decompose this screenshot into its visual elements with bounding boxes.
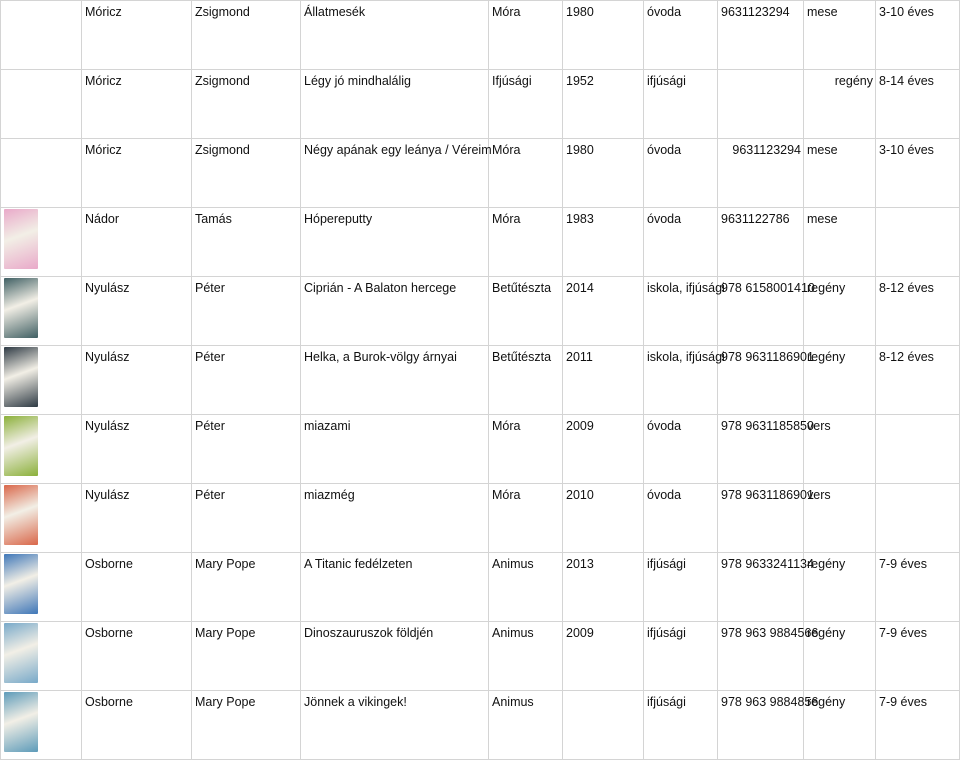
cell-title: Négy apának egy leánya / Véreim: [301, 139, 489, 208]
cell-last: Móricz: [82, 70, 192, 139]
cell-year: 2009: [563, 415, 644, 484]
cell-first: Zsigmond: [192, 1, 301, 70]
cell-first: Zsigmond: [192, 139, 301, 208]
cover-cell: [1, 208, 82, 277]
cell-isbn: 978 963 9884856: [718, 691, 804, 760]
cell-age: 3-10 éves: [876, 1, 960, 70]
cell-first: Mary Pope: [192, 553, 301, 622]
cell-level: óvoda: [644, 208, 718, 277]
book-cover-image: [4, 623, 38, 683]
cover-cell: [1, 484, 82, 553]
cell-isbn: 978 9631185850: [718, 415, 804, 484]
cover-cell: [1, 346, 82, 415]
cell-title: A Titanic fedélzeten: [301, 553, 489, 622]
table-row: [1, 484, 960, 553]
book-rows: [1, 1, 960, 760]
cell-age: [876, 415, 960, 484]
cell-year: 1980: [563, 139, 644, 208]
table-row: [1, 415, 960, 484]
cell-year: 2009: [563, 622, 644, 691]
book-cover-image: [4, 485, 38, 545]
cell-publisher: Animus: [489, 622, 563, 691]
cover-cell: [1, 1, 82, 70]
table-row: [1, 691, 960, 760]
cell-isbn: 978 963 9884566: [718, 622, 804, 691]
cover-cell: [1, 622, 82, 691]
cell-genre: vers: [804, 415, 876, 484]
cell-age: 7-9 éves: [876, 691, 960, 760]
cell-level: ifjúsági: [644, 553, 718, 622]
cell-last: Osborne: [82, 691, 192, 760]
cell-first: Zsigmond: [192, 70, 301, 139]
cell-first: Tamás: [192, 208, 301, 277]
cell-year: [563, 691, 644, 760]
cell-isbn: [718, 70, 804, 139]
cell-genre: regény: [804, 70, 876, 139]
cell-title: Állatmesék: [301, 1, 489, 70]
cover-cell: [1, 691, 82, 760]
cell-year: 2011: [563, 346, 644, 415]
cell-genre: mese: [804, 139, 876, 208]
cover-cell: [1, 139, 82, 208]
table-row: [1, 346, 960, 415]
cell-year: 1983: [563, 208, 644, 277]
cell-genre: mese: [804, 208, 876, 277]
cell-title: miazami: [301, 415, 489, 484]
cell-age: 3-10 éves: [876, 139, 960, 208]
cell-title: Dinoszauruszok földjén: [301, 622, 489, 691]
cell-last: Nyulász: [82, 346, 192, 415]
cell-publisher: Betűtészta: [489, 277, 563, 346]
cell-last: Osborne: [82, 553, 192, 622]
cell-level: ifjúsági: [644, 622, 718, 691]
cell-isbn: 9631123294: [718, 139, 804, 208]
cell-publisher: Móra: [489, 1, 563, 70]
cell-genre: vers: [804, 484, 876, 553]
cell-publisher: Ifjúsági: [489, 70, 563, 139]
cell-age: [876, 484, 960, 553]
cell-year: 2013: [563, 553, 644, 622]
cell-title: Helka, a Burok-völgy árnyai: [301, 346, 489, 415]
cell-isbn: 9631122786: [718, 208, 804, 277]
cell-level: óvoda: [644, 415, 718, 484]
cell-first: Mary Pope: [192, 691, 301, 760]
cell-isbn: 978 6158001410: [718, 277, 804, 346]
book-cover-image: [4, 692, 38, 752]
cell-genre: mese: [804, 1, 876, 70]
cell-year: 2014: [563, 277, 644, 346]
cover-cell: [1, 415, 82, 484]
cell-genre: regény: [804, 622, 876, 691]
cell-last: Nádor: [82, 208, 192, 277]
table-row: [1, 70, 960, 139]
cell-publisher: Móra: [489, 484, 563, 553]
cell-isbn: 978 9631186901: [718, 484, 804, 553]
table-row: [1, 277, 960, 346]
cell-title: Jönnek a vikingek!: [301, 691, 489, 760]
cell-genre: regény: [804, 346, 876, 415]
cell-title: Ciprián - A Balaton hercege: [301, 277, 489, 346]
cell-publisher: Móra: [489, 139, 563, 208]
cell-publisher: Móra: [489, 415, 563, 484]
cell-genre: regény: [804, 553, 876, 622]
cell-age: 8-14 éves: [876, 70, 960, 139]
cell-last: Osborne: [82, 622, 192, 691]
cell-isbn: 978 9633241134: [718, 553, 804, 622]
cell-level: ifjúsági: [644, 691, 718, 760]
cell-year: 2010: [563, 484, 644, 553]
cell-age: 8-12 éves: [876, 346, 960, 415]
cell-first: Péter: [192, 277, 301, 346]
cell-publisher: Betűtészta: [489, 346, 563, 415]
cell-title: miazmég: [301, 484, 489, 553]
book-cover-image: [4, 209, 38, 269]
book-cover-image: [4, 347, 38, 407]
cell-last: Móricz: [82, 139, 192, 208]
cell-age: 8-12 éves: [876, 277, 960, 346]
cell-first: Péter: [192, 484, 301, 553]
cell-last: Nyulász: [82, 484, 192, 553]
table-row: [1, 553, 960, 622]
cover-cell: [1, 553, 82, 622]
cell-publisher: Móra: [489, 208, 563, 277]
cell-first: Péter: [192, 346, 301, 415]
table-row: [1, 208, 960, 277]
cell-age: 7-9 éves: [876, 553, 960, 622]
cover-cell: [1, 277, 82, 346]
cell-year: 1980: [563, 1, 644, 70]
cell-title: Hópereputty: [301, 208, 489, 277]
cell-genre: regény: [804, 691, 876, 760]
cell-isbn: 9631123294: [718, 1, 804, 70]
cell-level: iskola, ifjúsági: [644, 277, 718, 346]
cell-year: 1952: [563, 70, 644, 139]
table-row: [1, 622, 960, 691]
table-row: [1, 139, 960, 208]
cover-cell: [1, 70, 82, 139]
cell-level: iskola, ifjúsági: [644, 346, 718, 415]
cell-level: óvoda: [644, 139, 718, 208]
cell-last: Nyulász: [82, 415, 192, 484]
cell-isbn: 978 9631186901: [718, 346, 804, 415]
cell-first: Péter: [192, 415, 301, 484]
cell-level: óvoda: [644, 1, 718, 70]
cell-age: 7-9 éves: [876, 622, 960, 691]
book-cover-image: [4, 416, 38, 476]
cell-last: Nyulász: [82, 277, 192, 346]
cell-level: óvoda: [644, 484, 718, 553]
book-cover-image: [4, 278, 38, 338]
cell-title: Légy jó mindhalálig: [301, 70, 489, 139]
cell-level: ifjúsági: [644, 70, 718, 139]
cell-first: Mary Pope: [192, 622, 301, 691]
cell-age: [876, 208, 960, 277]
table-row: [1, 1, 960, 70]
cell-publisher: Animus: [489, 691, 563, 760]
cell-publisher: Animus: [489, 553, 563, 622]
book-cover-image: [4, 554, 38, 614]
cell-last: Móricz: [82, 1, 192, 70]
cell-genre: regény: [804, 277, 876, 346]
